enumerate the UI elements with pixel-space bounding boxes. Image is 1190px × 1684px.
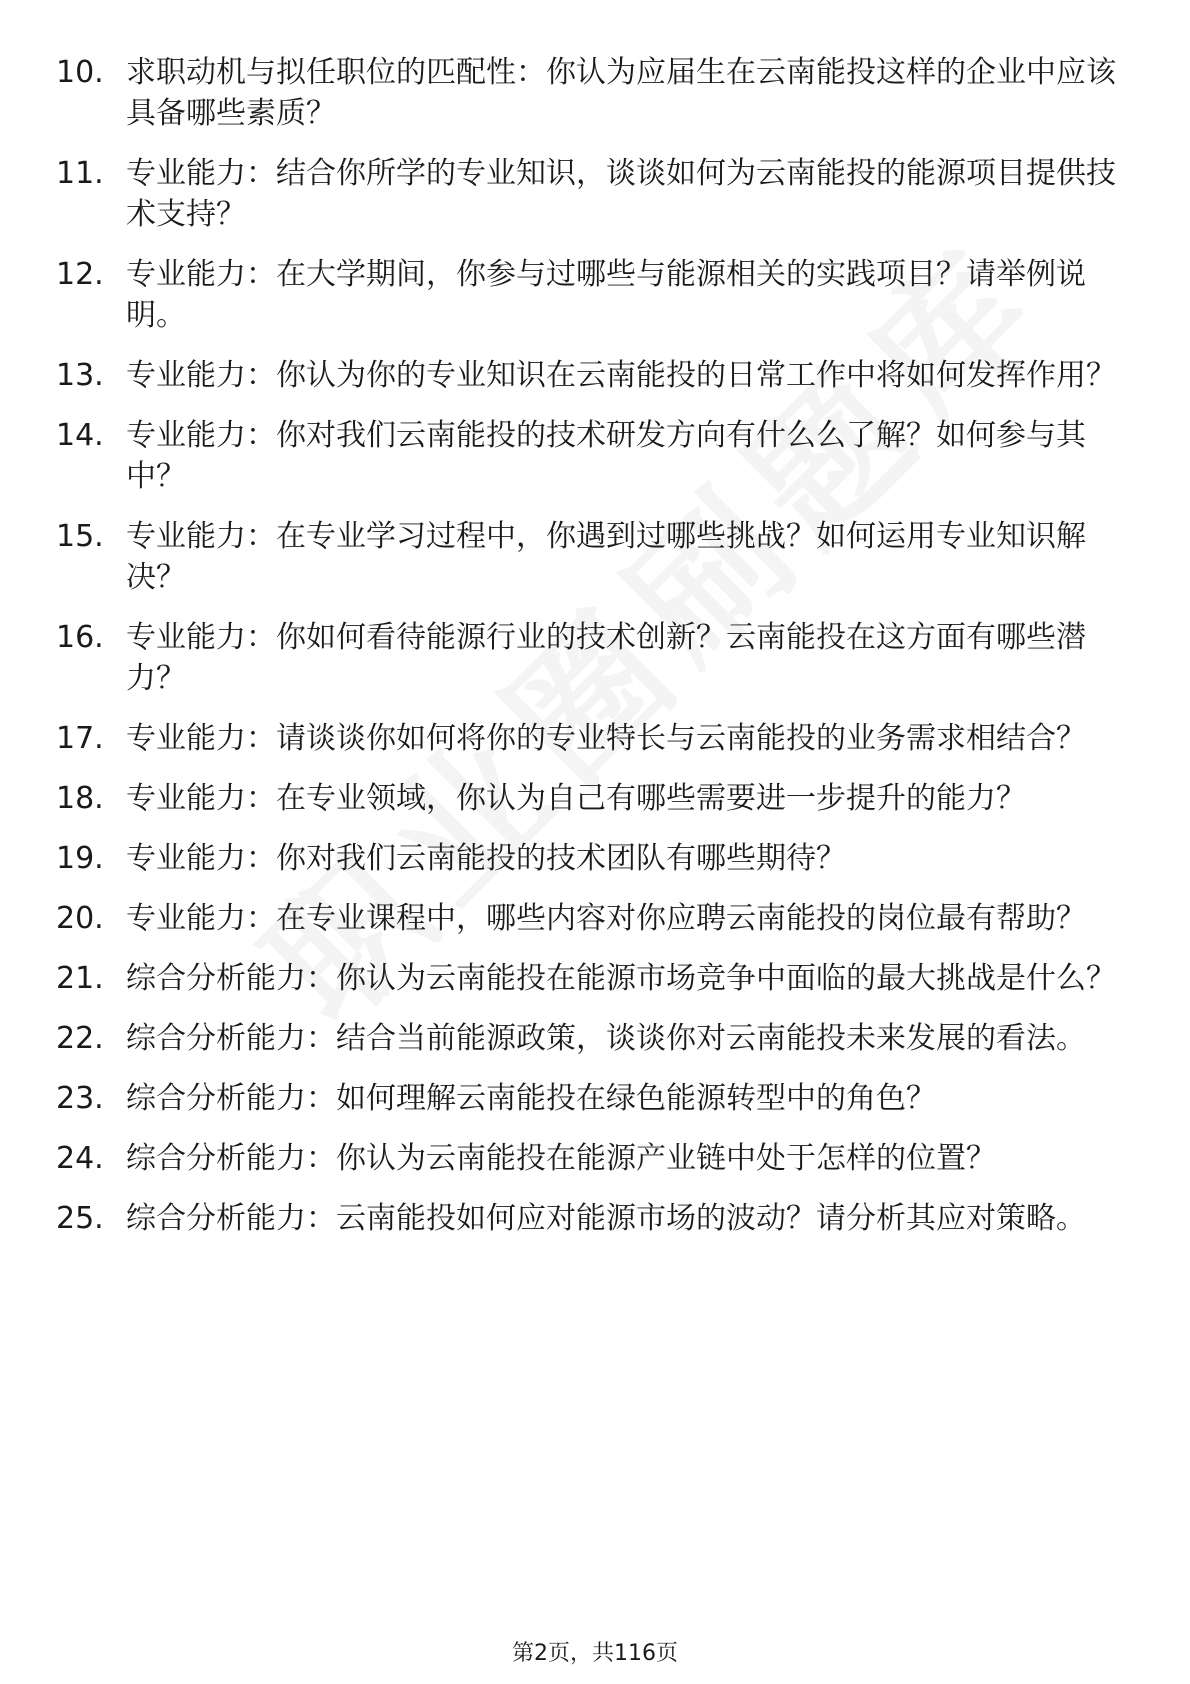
question-text: 专业能力：在专业课程中，哪些内容对你应聘云南能投的岗位最有帮助？ <box>126 901 1086 936</box>
question-item <box>56 718 1116 759</box>
question-number: 10. <box>56 55 104 90</box>
question-number: 14. <box>56 418 104 453</box>
question-text: 专业能力：在专业领域，你认为自己有哪些需要进一步提升的能力？ <box>126 781 1026 816</box>
question-item <box>56 958 1116 999</box>
question-item <box>56 355 1116 396</box>
question-text: 专业能力：你如何看待能源行业的技术创新？云南能投在这方面有哪些潜力？ <box>126 620 1086 696</box>
question-number: 13. <box>56 358 104 393</box>
question-item <box>56 52 1116 134</box>
question-item <box>56 838 1116 879</box>
question-number: 17. <box>56 721 104 756</box>
question-number: 19. <box>56 841 104 876</box>
question-number: 25. <box>56 1201 104 1236</box>
question-text: 专业能力：在专业学习过程中，你遇到过哪些挑战？如何运用专业知识解决？ <box>126 519 1086 595</box>
question-text: 专业能力：结合你所学的专业知识，谈谈如何为云南能投的能源项目提供技术支持？ <box>126 156 1116 232</box>
question-text: 综合分析能力：如何理解云南能投在绿色能源转型中的角色？ <box>126 1081 936 1116</box>
question-item <box>56 153 1116 235</box>
question-text: 专业能力：你对我们云南能投的技术研发方向有什么么了解？如何参与其中？ <box>126 418 1086 494</box>
question-number: 24. <box>56 1141 104 1176</box>
question-item <box>56 617 1116 699</box>
question-text: 专业能力：你认为你的专业知识在云南能投的日常工作中将如何发挥作用？ <box>126 358 1116 393</box>
question-item <box>56 415 1116 497</box>
question-text: 求职动机与拟任职位的匹配性：你认为应届生在云南能投这样的企业中应该具备哪些素质？ <box>126 55 1116 131</box>
question-number: 21. <box>56 961 104 996</box>
question-item <box>56 1198 1116 1239</box>
question-text: 综合分析能力：你认为云南能投在能源产业链中处于怎样的位置？ <box>126 1141 996 1176</box>
question-text: 专业能力：你对我们云南能投的技术团队有哪些期待？ <box>126 841 846 876</box>
question-text: 综合分析能力：云南能投如何应对能源市场的波动？请分析其应对策略。 <box>126 1201 1086 1236</box>
question-item <box>56 898 1116 939</box>
question-number: 18. <box>56 781 104 816</box>
question-item <box>56 516 1116 598</box>
question-list <box>56 52 1116 1258</box>
question-number: 11. <box>56 156 104 191</box>
question-number: 20. <box>56 901 104 936</box>
question-item <box>56 778 1116 819</box>
question-text: 综合分析能力：结合当前能源政策，谈谈你对云南能投未来发展的看法。 <box>126 1021 1086 1056</box>
question-text: 综合分析能力：你认为云南能投在能源市场竞争中面临的最大挑战是什么？ <box>126 961 1116 996</box>
question-item <box>56 254 1116 336</box>
question-number: 15. <box>56 519 104 554</box>
question-item <box>56 1138 1116 1179</box>
question-text: 专业能力：在大学期间，你参与过哪些与能源相关的实践项目？请举例说明。 <box>126 257 1086 333</box>
question-number: 16. <box>56 620 104 655</box>
page-footer: 第2页，共116页 <box>512 1641 678 1666</box>
question-item <box>56 1078 1116 1119</box>
question-text: 专业能力：请谈谈你如何将你的专业特长与云南能投的业务需求相结合？ <box>126 721 1086 756</box>
question-number: 22. <box>56 1021 104 1056</box>
question-number: 23. <box>56 1081 104 1116</box>
question-item <box>56 1018 1116 1059</box>
question-number: 12. <box>56 257 104 292</box>
